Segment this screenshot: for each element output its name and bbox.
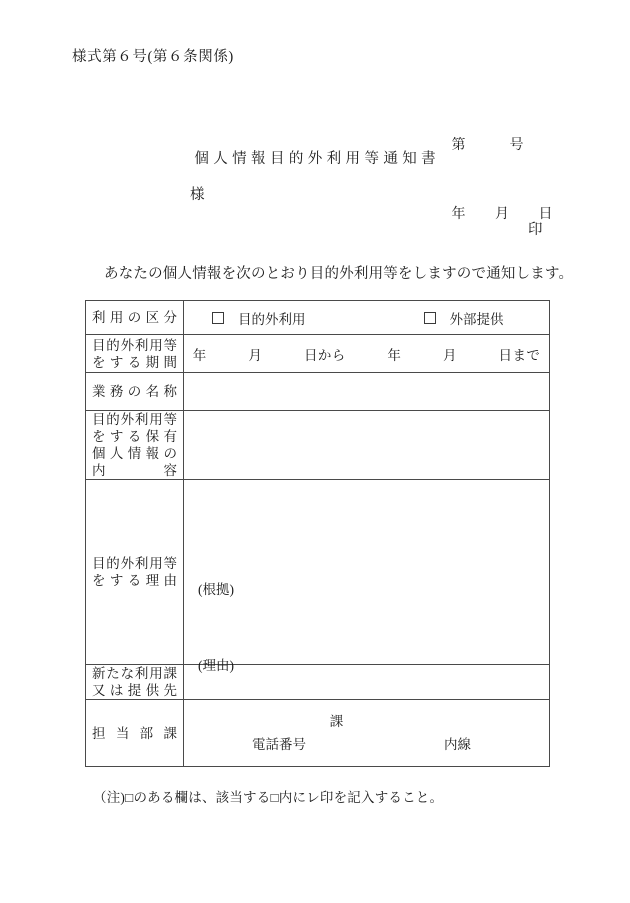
label-new-recipient xyxy=(86,665,184,700)
checkbox-option-external-provision[interactable] xyxy=(424,308,504,328)
table-row-usage-category xyxy=(86,301,550,335)
seal-mark: 印 xyxy=(528,222,543,238)
reason-basis-label: (根拠) xyxy=(198,582,234,597)
contact-extension-label: 内線 xyxy=(444,737,471,752)
addressee-suffix: 様 xyxy=(190,187,205,203)
checkbox-label-purpose-external-use: 目的外利用 xyxy=(238,311,306,327)
label-period-line-2: をする期間 xyxy=(92,354,177,370)
value-information-content[interactable] xyxy=(184,411,550,480)
label-reason xyxy=(86,480,184,665)
value-period[interactable] xyxy=(184,335,550,373)
label-reason-line-1: 目的外利用等 xyxy=(92,556,177,571)
checkbox-option-purpose-external-use[interactable] xyxy=(212,308,306,328)
footnote: （注)□のある欄は、該当する□内にレ印を記入すること。 xyxy=(93,790,444,805)
label-contact-department xyxy=(86,700,184,767)
contact-phone-label: 電話番号 xyxy=(252,737,306,752)
checkbox-icon[interactable] xyxy=(424,312,436,324)
label-information-content-line-2: をする保有 xyxy=(92,429,177,444)
label-reason-line-2: をする理由 xyxy=(92,573,177,588)
document-date-line: 年 月 日 xyxy=(451,207,553,222)
table-row-period xyxy=(86,335,550,373)
label-usage-category xyxy=(86,301,184,335)
checkbox-icon[interactable] xyxy=(212,312,224,324)
label-contact-department-text: 担 当 部 課 xyxy=(92,725,177,741)
label-business-name-text: 業 務 の 名 称 xyxy=(92,384,177,399)
label-information-content-line-4: 内 容 xyxy=(92,463,177,478)
contact-section-suffix: 課 xyxy=(329,714,344,729)
document-title: 個人情報目的外利用等通知書 xyxy=(194,151,441,167)
label-business-name xyxy=(86,373,184,411)
document-number-and-date xyxy=(452,88,554,272)
period-date-range: 年 月 日から 年 月 日まで xyxy=(192,347,541,363)
label-information-content-line-3: 個人情報の xyxy=(92,446,177,461)
label-information-content-line-1: 目的外利用等 xyxy=(92,412,177,427)
table-row-information-content xyxy=(86,411,550,480)
table-row-new-recipient xyxy=(86,665,550,700)
label-usage-category-text: 利 用 の 区 分 xyxy=(92,310,177,325)
value-new-recipient[interactable] xyxy=(184,665,550,700)
form-number: 様式第６号(第６条関係) xyxy=(72,49,234,65)
value-contact-department[interactable] xyxy=(184,700,550,767)
table-row-contact-department xyxy=(86,700,550,767)
label-new-recipient-line-1: 新たな利用課 xyxy=(92,666,177,681)
document-number-line: 第 号 xyxy=(451,138,524,153)
notification-table xyxy=(85,300,550,767)
value-usage-category xyxy=(184,301,550,335)
checkbox-label-external-provision: 外部提供 xyxy=(449,311,504,327)
reason-rationale-label: (理由) xyxy=(198,658,234,673)
label-information-content xyxy=(86,411,184,480)
table-row-reason xyxy=(86,480,550,665)
label-new-recipient-line-2: 又は提供先 xyxy=(92,683,177,698)
label-period-line-1: 目的外利用等 xyxy=(92,337,177,353)
value-reason[interactable] xyxy=(184,480,550,673)
body-sentence: あなたの個人情報を次のとおり目的外利用等をしますので通知します。 xyxy=(104,266,574,282)
value-business-name[interactable] xyxy=(184,373,550,411)
label-period xyxy=(86,335,184,373)
table-row-business-name xyxy=(86,373,550,411)
